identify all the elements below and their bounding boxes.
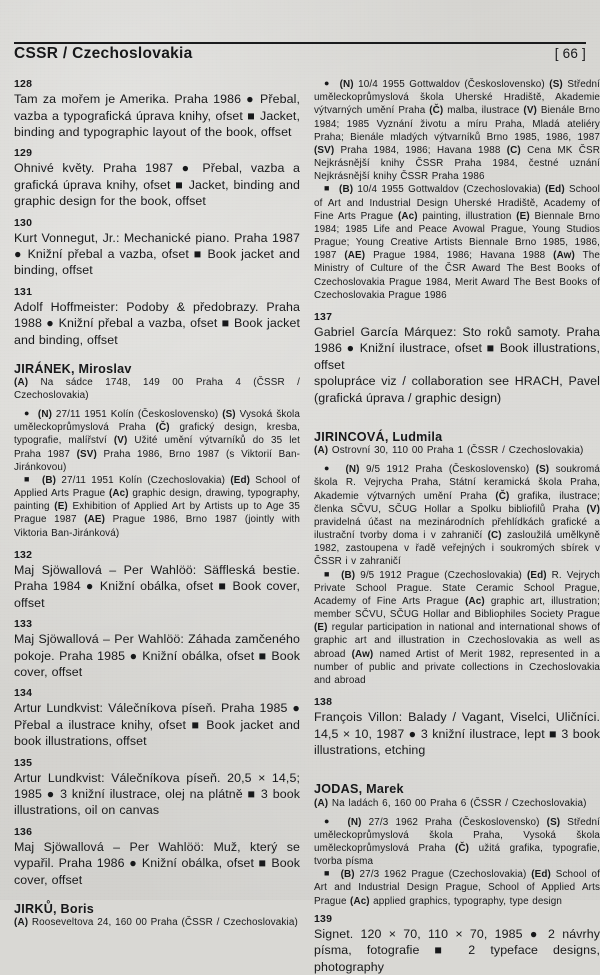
catalog-entry	[14, 78, 300, 140]
entry-number: 131	[14, 285, 33, 298]
entry-number: 130	[14, 216, 33, 229]
catalog-entry	[14, 147, 300, 209]
artist-address	[314, 445, 600, 458]
catalog-entry	[14, 826, 300, 888]
entry-text: Signet. 120 × 70, 110 × 70, 1985 ● 2 návrhy písma, fotografie ■ 2 typeface designs, photography	[314, 926, 600, 974]
bio-czech	[314, 816, 600, 869]
bullet-marker: ●	[24, 408, 31, 419]
entry-number: 128	[14, 78, 33, 90]
catalog-entry	[314, 311, 600, 406]
entry-text: Ohnivé květy. Praha 1987 ● Přebal, vazba a grafická úprava knihy, ofset ■ Jacket, binding and graphic design for the book, offset	[14, 161, 300, 209]
catalog-entry	[14, 286, 300, 348]
entry-text: Maj Sjöwallová – Per Wahlöö: Muž, který se vypařil. Praha 1986 ● Knižní obálka, ofset ■ Book cover, offset	[14, 839, 300, 887]
artist-address	[14, 917, 300, 930]
square-marker: ■	[324, 183, 331, 194]
catalog-entry	[14, 618, 300, 680]
entry-text: Adolf Hoffmeister: Podoby & předobrazy. Praha 1988 ● Knižní přebal a vazba, ofset ■ Book jacket and binding, offset	[14, 299, 300, 347]
artist-name: JODAS, Marek	[314, 782, 404, 797]
square-marker: ■	[324, 568, 332, 579]
catalog-entry	[314, 696, 600, 758]
bio-czech-text: (N) 27/3 1962 Praha (Československo) (S) Střední uměleckoprůmyslová škola Praha, Vysoká škola uměleckoprůmyslová Praha (Č) užitá grafika, typografie, tvorba písma	[314, 816, 600, 868]
bio-czech	[314, 78, 600, 183]
entry-number: 135	[14, 756, 33, 769]
entry-number: 129	[14, 147, 33, 160]
address-text: Na ladách 6, 160 00 Praha 6 (ČSSR / Czechoslovakia)	[331, 797, 587, 809]
bio-english	[314, 569, 600, 688]
address-text: Rooseveltova 24, 160 00 Praha (ČSSR / Czechoslovakia)	[31, 917, 298, 929]
artist-heading-block	[314, 429, 600, 458]
artist-name: JIRKŮ, Boris	[14, 902, 94, 917]
entry-number: 138	[314, 696, 333, 709]
address-label: (A)	[14, 377, 29, 389]
bio-czech-text: (N) 9/5 1912 Praha (Československo) (S) soukromá škola R. Vejrycha Praha, Státní keramická škola Praha, Akademie výtvarných umění Praha (Č) grafika, ilustrace; členka SČVU, SČUG Hollar a Spolku bibliofilů Praha (V) pravidelná účast na mezinárodních přehlídkách grafické a ilustrační tvorby doma i v zahraničí (C) zasloužilá umělkyně 1982, zastoupena v řadě veřejných i soukromých sbírek v ČSSR i v zahraničí	[314, 464, 600, 568]
address-label: (A)	[14, 917, 29, 929]
artist-heading-block	[14, 901, 300, 930]
page-title: CSSR / Czechoslovakia	[14, 45, 193, 62]
artist-biography	[314, 463, 600, 687]
artist-address	[14, 377, 300, 403]
address-label: (A)	[314, 445, 329, 457]
artist-biography	[314, 816, 600, 908]
bio-czech-text: (N) 27/11 1951 Kolín (Československo) (S) Vysoká škola uměleckoprůmyslová Praha (Č) grafický design, kresba, typografie, malířství (V) Užité umění výtvarníků do 35 let Praha 1987 (SV) Praha 1986, Brno 1987 (s Viktorií Ban-Jiránkovou)	[14, 409, 301, 473]
entry-number: 134	[14, 687, 33, 700]
cross-reference: spolupráce viz / collaboration see HRACH, Pavel (grafická úprava / graphic design)	[314, 374, 600, 405]
artist-biography	[14, 408, 300, 540]
bullet-marker: ●	[324, 815, 334, 826]
entry-number: 137	[314, 310, 333, 323]
header-rule	[14, 42, 586, 44]
page-number: [ 66 ]	[554, 46, 586, 61]
entry-text: Kurt Vonnegut, Jr.: Mechanické piano. Praha 1987 ● Knižní přebal a vazba, ofset ■ Book jacket and binding, offset	[14, 230, 300, 278]
left-column	[14, 78, 301, 929]
entry-text: François Villon: Balady / Vagant, Viselci, Uličníci. 14,5 × 10, 1987 ● 3 knižní ilustrace, lept ■ 3 book illustrations, etching	[314, 710, 600, 757]
entry-number: 133	[14, 618, 33, 631]
address-text: Na sádce 1748, 149 00 Praha 4 (ČSSR / Czechoslovakia)	[14, 377, 300, 402]
artist-heading-block	[14, 361, 300, 403]
catalog-entry	[14, 217, 300, 279]
square-marker: ■	[24, 473, 32, 484]
artist-name: JIRÁNEK, Miroslav	[14, 362, 132, 376]
artist-name: JIRINCOVÁ, Ludmila	[314, 429, 443, 444]
entry-number: 139	[314, 912, 333, 925]
entry-text: Artur Lundkvist: Válečníkova píseň. Praha 1985 ● Přebal a ilustrace knihy, ofset ■ Book jacket and book illustrations, offset	[14, 701, 300, 749]
entry-text: Maj Sjöwallová – Per Wahlöö: Säffleská bestie. Praha 1984 ● Knižní obálka, ofset ■ Book cover, offset	[14, 562, 300, 610]
catalog-entry	[14, 757, 300, 819]
artist-heading-block	[314, 781, 600, 810]
bio-english	[314, 183, 600, 302]
square-marker: ■	[324, 868, 331, 879]
bullet-marker: ●	[324, 463, 333, 474]
entry-text: Tam za mořem je Amerika. Praha 1986 ● Přebal, vazba a typografická úprava knihy, ofset ■ Jacket, binding and typographic layout of the book, offset	[14, 92, 300, 139]
entry-text: Gabriel García Márquez: Sto roků samoty. Praha 1986 ● Knižní ilustrace, ofset ■ Book illustrations, offset	[314, 325, 600, 372]
bio-english-text: (B) 9/5 1912 Prague (Czechoslovakia) (Ed) R. Vejrych Private School Prague. State Ceramic School Prague, Academy of Fine Arts Prague (Ac) graphic art, illustration; member SČVU, SČUG Hollar and Bibliophiles Society Prague (E) regular participation in national and international shows of graphic art and illustration in Czechoslovakia as well as abroad (Aw) named Artist of Merit 1982, represented in a number of public and private collections in Czechoslovakia and abroad	[314, 569, 600, 686]
address-label: (A)	[314, 797, 329, 809]
bio-english	[314, 868, 600, 908]
entry-number: 136	[14, 825, 33, 838]
bio-english-text: (B) 10/4 1955 Gottwaldov (Czechoslovakia) (Ed) School of Art and Industrial Design Uherské Hradiště, Academy of Fine Arts Prague (Ac) painting, illustration (E) Biennale Brno 1984; 1985 Life and Peace Avowal Prague, Young Studios Prague; Young Creative Artists Biennale Brno 1985, 1986, 1987 (AE) Prague 1984, 1986; Havana 1988 (Aw) The Ministry of Culture of the ČSR Award The Best Books of Czechoslovakia Prague 1984, Merit Award The Best Books of Czechoslovakia Prague 1986	[314, 184, 600, 301]
entry-text: Artur Lundkvist: Válečníkova píseň. 20,5 × 14,5; 1985 ● 3 knižní ilustrace, olej na plátně ■ 3 book illustrations, oil on canvas	[14, 770, 300, 818]
bio-english	[14, 474, 300, 540]
bio-english-text: (B) 27/11 1951 Kolín (Czechoslovakia) (Ed) School of Applied Arts Prague (Ac) graphic design, drawing, typography, painting (E) Exhibition of Applied Art by Artists up to Age 35 Prague 1987 (AE) Prague 1986, Brno 1987 (jointly with Viktoria Ban-Jiránková)	[14, 474, 301, 539]
bullet-marker: ●	[324, 78, 331, 88]
artist-biography-continued	[314, 78, 600, 302]
catalog-entry	[14, 687, 300, 749]
bio-czech	[14, 408, 300, 474]
running-head	[14, 45, 586, 63]
artist-address	[314, 798, 600, 811]
bio-czech	[314, 463, 600, 568]
two-column-body	[14, 78, 600, 974]
entry-text: Maj Sjöwallová – Per Wahlöö: Záhada zamčeného pokoje. Praha 1985 ● Knižní obálka, ofset ■ Book cover, offset	[14, 632, 300, 679]
catalog-entry	[14, 549, 300, 611]
address-text: Ostrovní 30, 110 00 Praha 1 (ČSSR / Czechoslovakia)	[331, 445, 584, 457]
right-column	[314, 78, 600, 974]
bio-english-text: (B) 27/3 1962 Prague (Czechoslovakia) (Ed) School of Art and Industrial Design Prague, School of Applied Arts Prague (Ac) applied graphics, typography, type design	[314, 869, 600, 907]
entry-number: 132	[14, 548, 33, 561]
catalog-entry	[314, 913, 600, 975]
bio-czech-text: (N) 10/4 1955 Gottwaldov (Československo) (S) Střední uměleckoprůmyslová škola Uherské Hradiště, Akademie výtvarných umění Praha (Č) malba, ilustrace (V) Bienále Brno 1984; 1985 Vyznání životu a míru Praha, Mladá ateliéry Praha; Bienále mladých výtvarníků Brno 1985, 1986, 1987 (SV) Praha 1984, 1986; Havana 1988 (C) Cena MK ČSR Nejkrásnější knihy ČSSR Praha 1984, čestné uznání Nejkrásnější knihy ČSSR Praha 1986	[314, 79, 600, 183]
